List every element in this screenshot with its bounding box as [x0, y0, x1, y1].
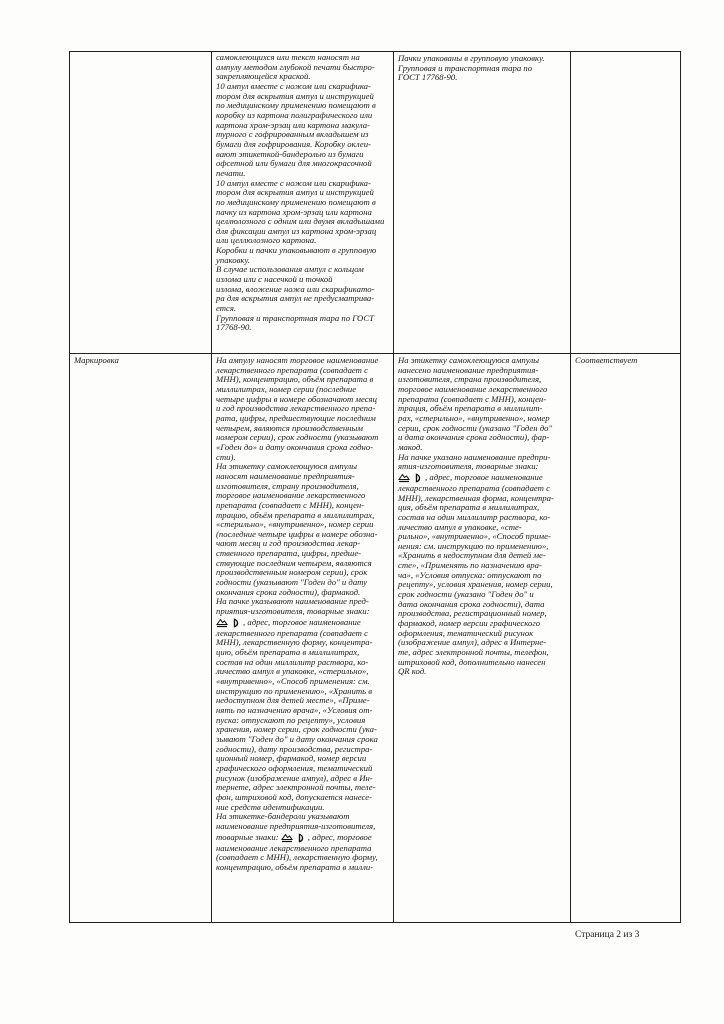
marking-requirements-cell: [212, 354, 393, 924]
marking-result-cell: [571, 354, 681, 924]
text-line: хранения, номер серии, срок годности (ука-: [216, 724, 377, 735]
text-line: макод.: [398, 441, 423, 452]
text-line: «Хранить в недоступном для детей ме-: [398, 550, 546, 561]
text-line: тором для вскрытия ампул и инструкцией: [216, 90, 374, 101]
marking-label: Маркировка: [74, 355, 119, 365]
text-line: ампулу методом глубокой печати быстро-: [216, 61, 375, 72]
text-line: На этикетку самоклеющуюся ампулы: [216, 461, 358, 472]
text-line: вают этикеткой-бандеролью из бумаги: [216, 148, 364, 159]
text-line: торговое наименование лекарственного: [398, 383, 548, 394]
trademark-logo: [398, 472, 425, 482]
page-number: Страница 2 из 3: [575, 930, 640, 940]
text-line: чают месяц и год производства лекар-: [216, 538, 361, 549]
packaging-requirements-cell: [212, 52, 393, 353]
packaging-requirements-text: [216, 53, 389, 333]
text-line: ствующие последним четырем, являются: [216, 557, 372, 568]
text-line: бумаги для гофрирования. Коробку оклеи-: [216, 138, 371, 149]
text-line: 10 ампул вместе с ножом или скарифика-: [216, 80, 371, 91]
text-line: концентрацию, объём препарата в милли-: [216, 861, 374, 872]
text-line: Групповая и транспортная тара по ГОСТ: [216, 312, 374, 323]
text-line: нения: см. инструкцию по применению»,: [398, 540, 549, 551]
text-line: торговое наименование лекарственного: [216, 490, 366, 501]
trademark-logo-icon: [281, 832, 295, 844]
text-line: тернете, адрес электронной почты, теле-: [216, 782, 376, 793]
text-line: годности (указывают "Годен до" и дату: [216, 577, 368, 588]
text-line: офсетной или бумаги для многокрасочной: [216, 158, 372, 169]
text-line: штриховой код, дополнительно нанесен: [398, 656, 546, 667]
text-line: нанесено наименование предприятия-: [398, 364, 539, 375]
text-line: На пачке указывают наименование пред-: [216, 596, 369, 607]
text-line: и год производства лекарственного препа-: [216, 403, 376, 414]
text-line: рильно», «внутривенно», «Способ приме-: [398, 531, 551, 542]
text-line: МНН), концентрацию, объём препарата в: [216, 374, 374, 385]
text-line: МНН), лекарственную форму, концентра-: [216, 637, 373, 648]
text-line: упаковку.: [216, 254, 250, 265]
text-line: На этикетке-бандероли указывают: [216, 811, 350, 822]
text-line: «стерильно», «внутривенно», номер серии: [216, 519, 374, 530]
text-line: На ампулу наносят торговое наименование: [216, 355, 379, 365]
text-line: (совпадает с МНН), лекарственную форму,: [216, 852, 378, 863]
text-line: инструкцию по применению», «Хранить в: [216, 685, 373, 696]
text-line: и дата окончания срока годности), фар-: [398, 432, 550, 443]
text-line: рецепту», условия хранения, номер серии,: [398, 579, 553, 590]
text-line: целлюлозного с одним или двумя вкладышами: [216, 216, 385, 227]
text-line: печати.: [216, 167, 246, 178]
text-line: изготовителя, страна производителя,: [398, 374, 542, 385]
text-line: рисунок (изображение ампул), адрес в Ин-: [216, 772, 373, 783]
text-line: наименование лекарственного препарата: [216, 842, 372, 853]
text-line: годности), дату производства, регистра-: [216, 743, 373, 754]
text-line: зывают "Годен до" и дату окончания срока: [216, 733, 378, 744]
text-line: наименование предприятия-изготовителя,: [216, 820, 376, 831]
text-line: недоступном для детей месте», «Приме-: [216, 695, 370, 706]
text-line: дата окончания срока годности), дата: [398, 598, 545, 609]
text-line: 17768-90.: [216, 322, 252, 333]
text-line: тором для вскрытия ампул и инструкцией: [216, 187, 374, 198]
text-line: турного с гофрированным вкладышем из: [216, 129, 369, 140]
text-line: ционный номер, фармакод, номер версии: [216, 753, 367, 764]
marking-actual-cell: [394, 354, 570, 924]
text-line: товарные знаки: , адрес, торговое: [216, 831, 372, 842]
text-line: приятия-изготовителя, товарные знаки:: [216, 606, 370, 617]
text-line: препарата (совпадает с МНН), концен-: [398, 393, 547, 404]
text-line: ция, объём препарата в миллилитрах,: [398, 502, 540, 513]
text-line: излома, вложение ножа или скарификато-: [216, 283, 375, 294]
text-line: окончания срока годности), фармакод.: [216, 586, 361, 597]
text-line: миллилитрах, номер серии (последние: [216, 383, 357, 394]
trademark-logo: [216, 617, 243, 627]
text-line: ятия-изготовителя, товарные знаки:: [398, 461, 539, 472]
text-line: 10 ампул вместе с ножом или скарифика-: [216, 177, 371, 188]
marking-requirements-text: [216, 356, 389, 872]
text-line: для фиксации ампул из картона хром-эрзац: [216, 225, 377, 236]
text-line: рата, цифры, предшествующие последним: [216, 412, 376, 423]
marking-label-cell: [70, 354, 211, 924]
packaging-actual-cell: [394, 52, 570, 353]
text-line: На пачке указано наименование предпри-: [398, 451, 551, 462]
text-line: серии, срок годности (указано "Годен до": [398, 422, 553, 433]
text-line: трацию, объём препарата в миллилитрах,: [216, 509, 375, 520]
text-line: графического оформления, тематический: [216, 762, 373, 773]
text-line: лекарственного препарата (совпадает с: [398, 482, 550, 493]
text-line: картона хром-эрзац или картона макула-: [216, 119, 371, 130]
text-line: QR код.: [398, 666, 427, 677]
text-line: фон, штриховой код, допускается нанесе-: [216, 791, 373, 802]
text-line: наносят наименование предприятия-: [216, 470, 355, 481]
text-line: (последние четыре цифры в номере обозна-: [216, 528, 378, 539]
specification-table: [69, 51, 681, 923]
text-line: личество ампул в упаковке, «стерильно»,: [216, 666, 369, 677]
text-line: лекарственного препарата (совпадает с: [216, 364, 368, 375]
text-line: цию, объём препарата в миллилитрах,: [216, 647, 360, 658]
text-line: ется.: [216, 303, 237, 314]
text-line: четыре цифры в номере обозначают месяц: [216, 393, 377, 404]
text-line: четырем, являются производственным: [216, 422, 363, 433]
text-line: ГОСТ 17768-90.: [398, 72, 458, 83]
text-line: На этикетку самоклеющуюся ампулы: [398, 355, 540, 365]
text-line: коробку из картона полиграфического или: [216, 109, 373, 120]
text-line: нять по назначению врача», «Условия от-: [216, 704, 373, 715]
text-line: личество ампул в упаковке, «сте-: [398, 521, 522, 532]
text-line: состав на один миллилитр раствора, ко-: [216, 656, 369, 667]
text-line: самоклеющихся или текст наносят на: [216, 52, 360, 62]
text-line: , адрес, торговое наименование: [398, 472, 566, 484]
text-line: лекарственного препарата (совпадает с: [216, 627, 368, 638]
text-line: ча», «Условия отпуска: отпускают по: [398, 569, 542, 580]
text-line: те, адрес электронной почты, телефон,: [398, 647, 549, 658]
packaging-actual-text: [398, 54, 566, 83]
text-line: производства, регистрационный номер,: [398, 608, 547, 619]
text-line: , адрес, торговое наименование: [216, 617, 389, 629]
text-line: срок годности (указано "Годен до" и: [398, 589, 534, 600]
trademark-logo: [281, 832, 308, 842]
text-line: излома или с насечкой и точкой: [216, 274, 333, 285]
marking-result: Соответствует: [575, 355, 638, 365]
text-line: состав на один миллилитр раствора, ко-: [398, 511, 551, 522]
text-line: (изображение ампул), адрес в Интерне-: [398, 637, 547, 648]
text-line: В случае использования ампул с кольцом: [216, 264, 364, 275]
trademark-logo-icon: [216, 617, 230, 629]
text-line: пуска: отпускают по рецепту», условия: [216, 714, 366, 725]
text-line: МНН), лекарственная форма, концентра-: [398, 492, 554, 503]
text-line: рах, «стерильно», «внутривенно», номер: [398, 412, 550, 423]
text-line: Групповая и транспортная тара по: [398, 62, 533, 73]
trademark-logo-icon: [297, 832, 306, 844]
text-line: сти).: [216, 451, 236, 462]
text-line: производственным номером серии), срок: [216, 567, 368, 578]
text-line: ра для вскрытия ампул не предусматрива-: [216, 293, 375, 304]
trademark-logo-icon: [232, 617, 241, 629]
text-line: изготовителя, страну производителя,: [216, 480, 359, 491]
text-line: по медицинскому применению помещают в: [216, 196, 376, 207]
text-line: трация, объём препарата в миллилит-: [398, 403, 543, 414]
text-line: сте», «Применять по назначению вра-: [398, 560, 542, 571]
text-line: или целлюлозного картона.: [216, 235, 317, 246]
text-line: фармакод, номер версии графического: [398, 618, 541, 629]
text-line: пачку из картона хром-эрзац или картона: [216, 206, 372, 217]
text-line: «Годен до» и дату окончания срока годно-: [216, 441, 374, 452]
text-line: «внутривенно», «Способ применения: см.: [216, 676, 370, 686]
text-line: Коробки и пачки упаковывают в групповую: [216, 245, 377, 256]
text-line: Пачки упакованы в групповую упаковку.: [398, 53, 545, 63]
text-line: препарата (совпадает с МНН), концен-: [216, 499, 365, 510]
text-line: закрепляющейся краской.: [216, 71, 311, 82]
text-line: оформления, тематический рисунок: [398, 627, 534, 638]
text-line: по медицинскому применению помещают в: [216, 100, 376, 111]
text-line: ственного препарата, цифры, предше-: [216, 548, 362, 559]
text-line: номером серии), срок годности (указывают: [216, 432, 379, 443]
marking-actual-text: [398, 356, 566, 677]
text-line: ние средств идентификации.: [216, 801, 325, 812]
